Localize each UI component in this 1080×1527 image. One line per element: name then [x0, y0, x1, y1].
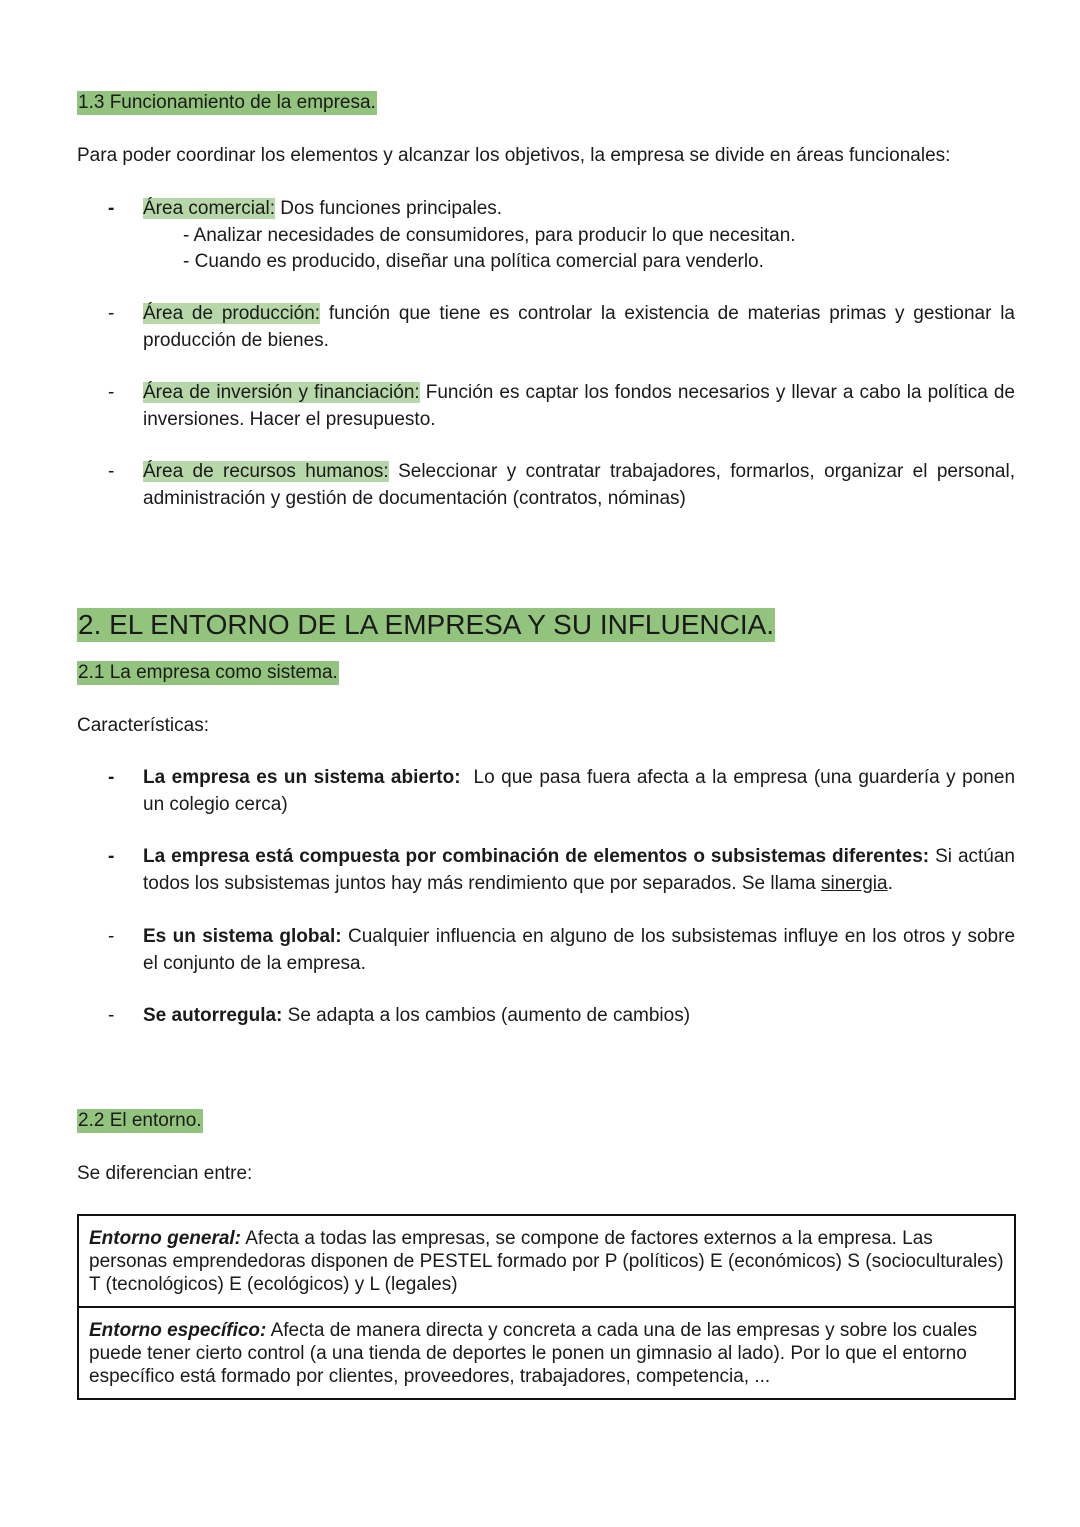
list-item-subsistemas	[108, 844, 1015, 897]
area-text: Seleccionar y contratar trabajadores, formarlos, organizar el personal, administración y gestión de documentación (contratos, nóminas)	[143, 461, 1015, 509]
list-item-autorregula	[108, 1003, 1015, 1030]
term-label: Se autorregula:	[143, 1005, 283, 1026]
list-dash: -	[108, 1005, 115, 1026]
list-item-area-produccion	[108, 301, 1015, 354]
heading-2: 2. EL ENTORNO DE LA EMPRESA Y SU INFLUENCIA.	[78, 609, 775, 640]
list-dash: -	[108, 926, 115, 947]
term-tail: .	[887, 872, 893, 894]
term-text: Cualquier influencia en alguno de los subsistemas influye en los otros y sobre el conjunto de la empresa.	[143, 926, 1016, 974]
area-text: función que tiene es controlar la existencia de materias primas y gestionar la producción de bienes.	[143, 303, 1015, 351]
entorno-table	[77, 1214, 1016, 1400]
area-label: Área comercial:	[143, 198, 275, 219]
entorno-especifico-label: Entorno específico:	[89, 1320, 267, 1341]
sinergia-term: sinergia	[821, 872, 888, 894]
heading-2-1: 2.1 La empresa como sistema.	[78, 662, 338, 683]
term-text: Lo que pasa fuera afecta a la empresa (una guardería y ponen un colegio cerca)	[143, 767, 1021, 815]
area-label: Área de producción:	[143, 303, 321, 324]
list-dash: -	[108, 461, 115, 482]
list-dash: -	[108, 846, 115, 867]
list-item-area-comercial	[108, 196, 1015, 276]
area-text: Dos funciones principales.	[275, 198, 503, 219]
term-label: La empresa es un sistema abierto:	[143, 767, 461, 788]
list-item-sistema-abierto	[108, 765, 1021, 818]
intro-2-1: Características:	[77, 715, 209, 736]
list-item-area-inversion	[108, 380, 1015, 433]
list-item-area-rrhh	[108, 459, 1015, 512]
list-dash: -	[108, 198, 115, 219]
entorno-general-label: Entorno general:	[89, 1228, 242, 1249]
sub-item: - Cuando es producido, diseñar una política comercial para venderlo.	[183, 251, 764, 272]
list-item-sistema-global	[108, 924, 1015, 977]
intro-2-2: Se diferencian entre:	[77, 1163, 253, 1184]
list-dash: -	[108, 767, 115, 788]
intro-1-3: Para poder coordinar los elementos y alcanzar los objetivos, la empresa se divide en áreas funcionales:	[77, 145, 951, 166]
term-label: La empresa está compuesta por combinación de elementos o subsistemas diferentes:	[143, 846, 930, 867]
heading-2-2: 2.2 El entorno.	[78, 1110, 202, 1131]
table-row-entorno-especifico	[79, 1306, 1014, 1398]
term-label: Es un sistema global:	[143, 926, 342, 947]
list-dash: -	[108, 303, 115, 324]
heading-1-3: 1.3 Funcionamiento de la empresa.	[78, 92, 376, 113]
area-label: Área de recursos humanos:	[143, 461, 389, 482]
area-label: Área de inversión y financiación:	[143, 382, 420, 403]
area-text: Función es captar los fondos necesarios y llevar a cabo la política de inversiones. Hacer el presupuesto.	[143, 382, 1015, 430]
sub-item: - Analizar necesidades de consumidores, para producir lo que necesitan.	[183, 224, 796, 246]
term-text: Si actúan todos los subsistemas juntos hay más rendimiento que por separados. Se llama	[143, 846, 1015, 894]
table-row-entorno-general	[79, 1216, 1014, 1306]
list-dash: -	[108, 382, 115, 403]
entorno-general-text: Afecta a todas las empresas, se compone de factores externos a la empresa. Las personas emprendedoras disponen de PESTEL formado por P (políticos) E (económicos) S (socioculturales) T (tecnológicos) E (ecológicos) y L (legales)	[89, 1228, 1004, 1295]
entorno-especifico-text: Afecta de manera directa y concreta a cada una de las empresas y sobre los cuales puede tener cierto control (a una tienda de deportes le ponen un gimnasio al lado). Por lo que el entorno específico está formado por clientes, proveedores, trabajadores, competencia, ...	[89, 1320, 978, 1387]
term-text: Se adapta a los cambios (aumento de cambios)	[282, 1005, 691, 1026]
